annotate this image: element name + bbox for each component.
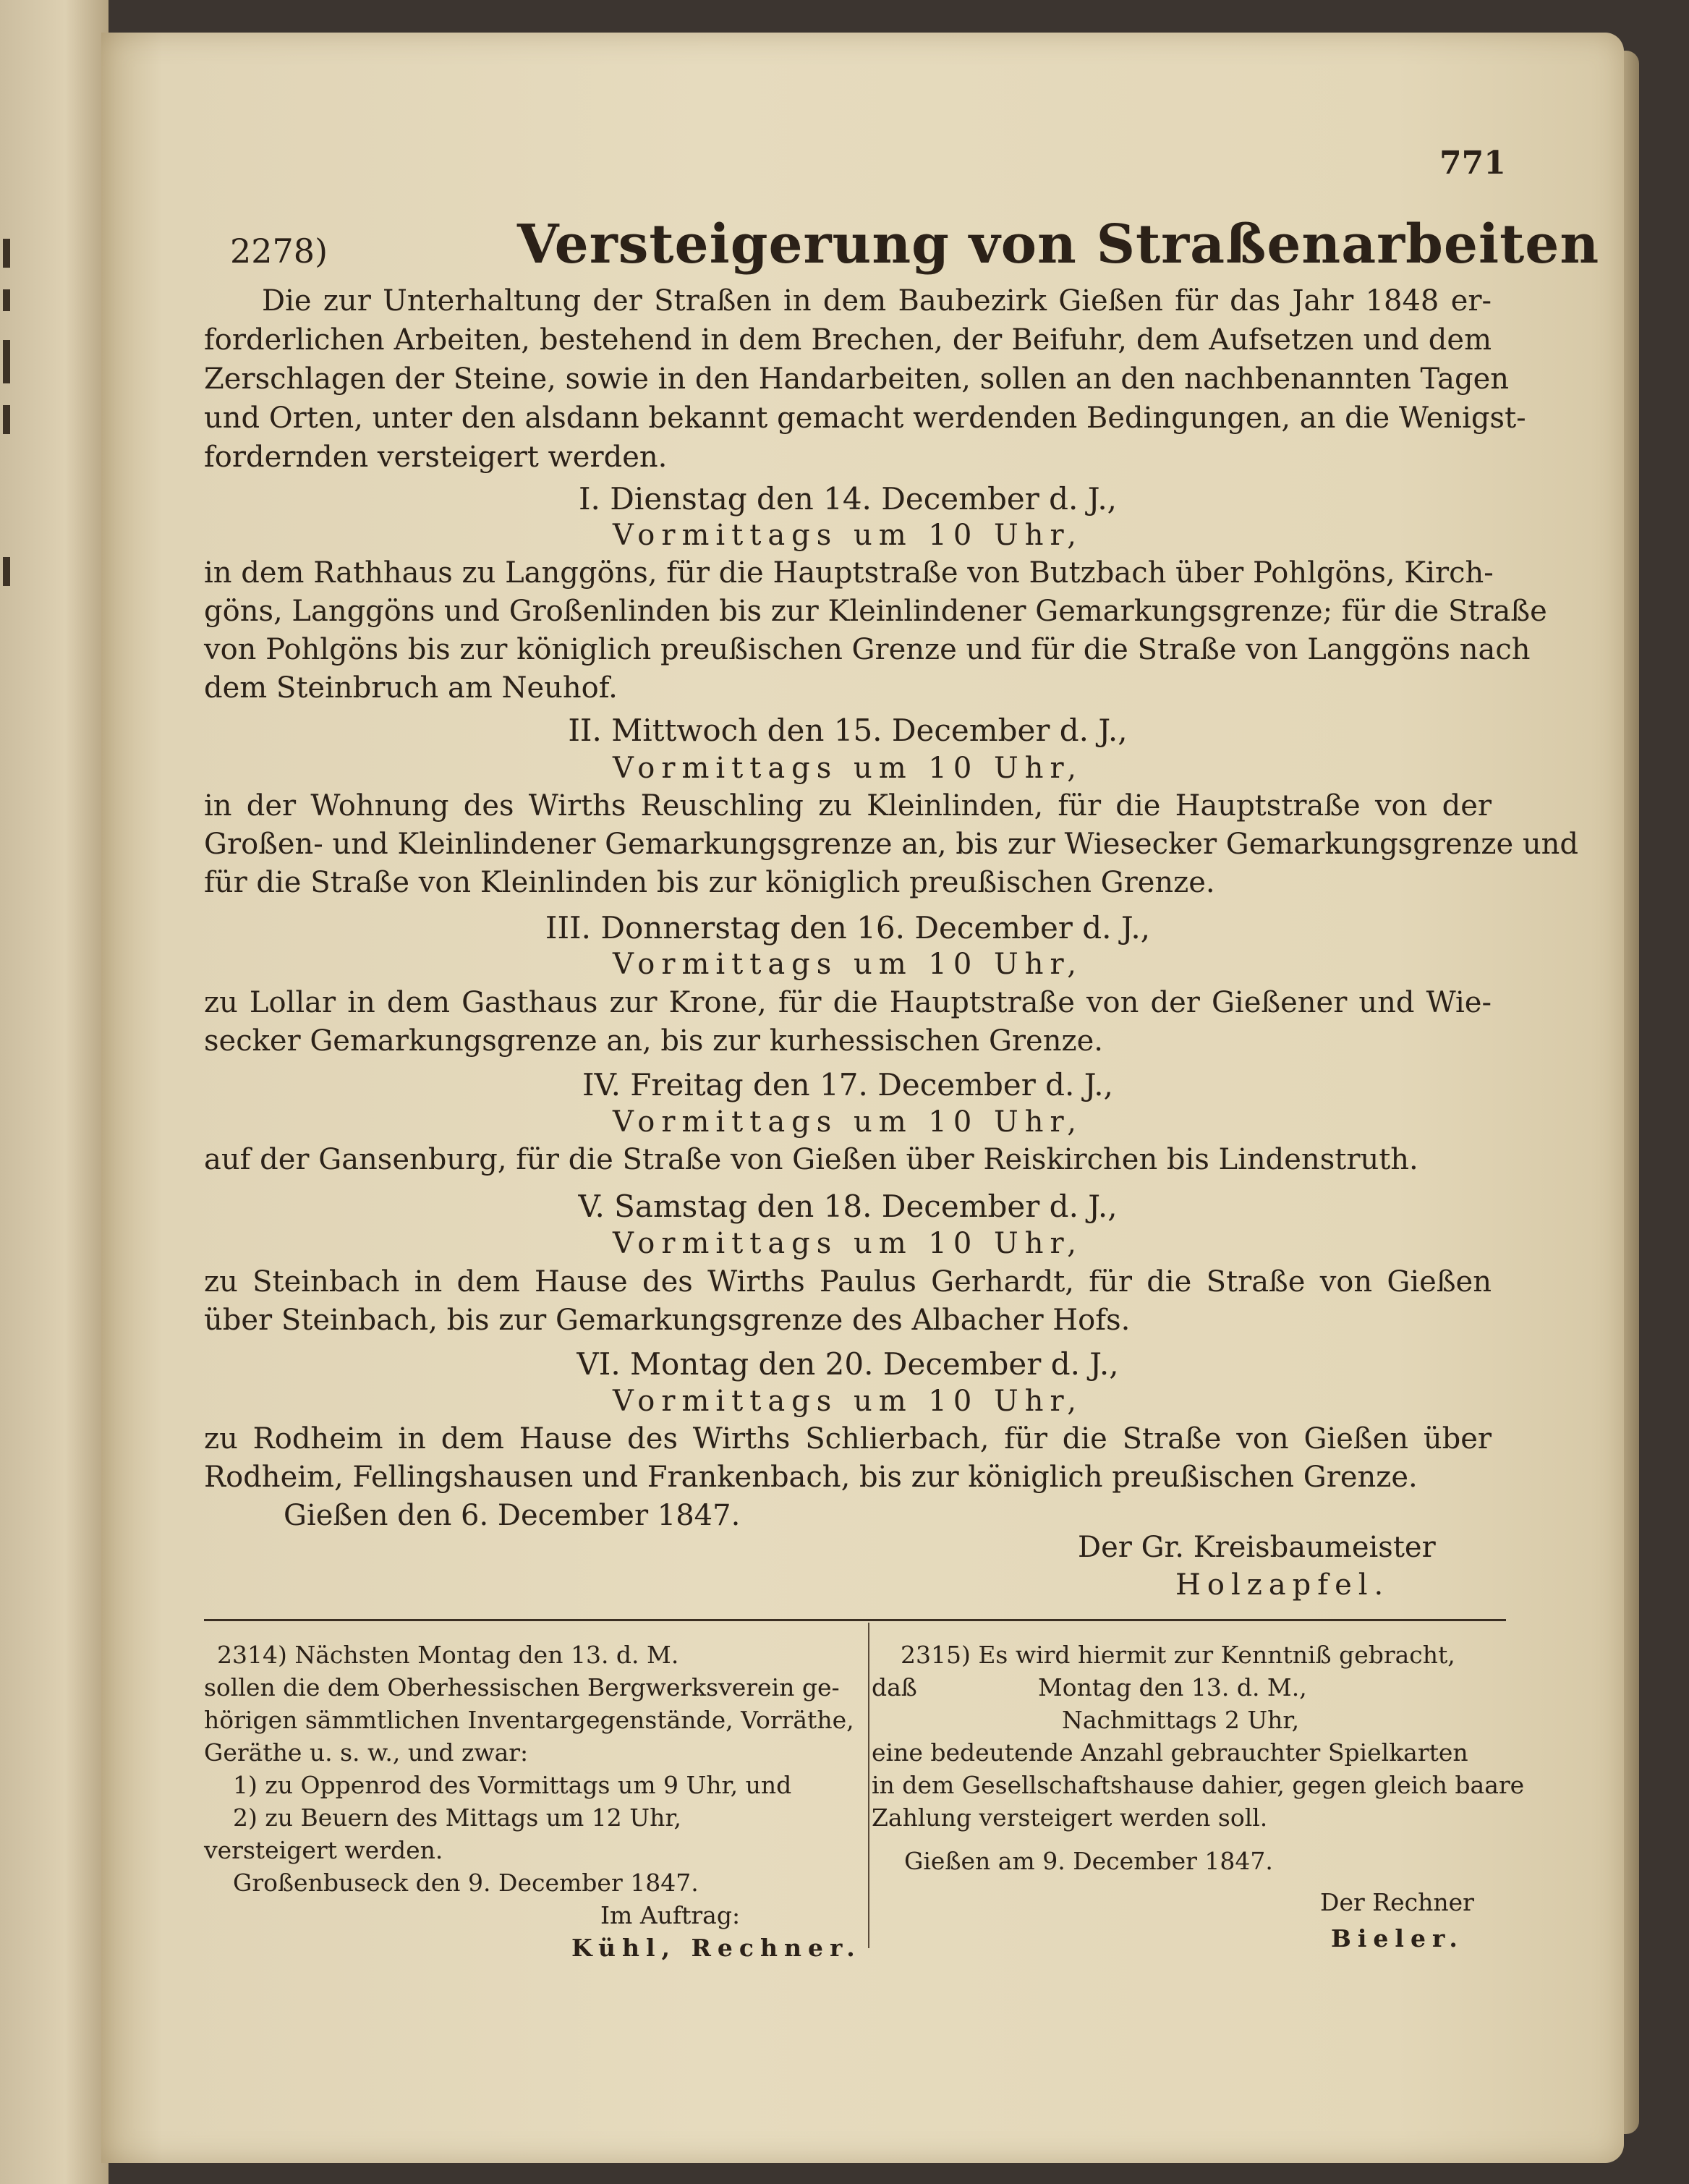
- left-notice-line: hörigen sämmtlichen Inventargegenstände, Vorräthe,: [204, 1706, 854, 1734]
- intro-line: Die zur Unterhaltung der Straßen in dem Baubezirk Gießen für das Jahr 1848 er-: [262, 284, 1492, 318]
- right-notice-line: eine bedeutende Anzahl gebrauchter Spielkarten: [872, 1738, 1468, 1767]
- session-date: VI. Montag den 20. December d. J.,: [577, 1346, 1119, 1382]
- notice-number: 2278): [230, 231, 328, 271]
- left-notice-line: 2314) Nächsten Montag den 13. d. M.: [217, 1641, 679, 1669]
- session-date: V. Samstag den 18. December d. J.,: [578, 1189, 1118, 1224]
- session-time: Vormittags um 10 Uhr,: [613, 1105, 1083, 1139]
- intro-line: fordernden versteigert werden.: [204, 441, 668, 474]
- left-notice-signer: Kühl, Rechner.: [571, 1934, 861, 1962]
- signer-title: Der Gr. Kreisbaumeister: [1078, 1531, 1436, 1564]
- page-number: 771: [1439, 145, 1506, 182]
- session-time: Vormittags um 10 Uhr,: [613, 948, 1083, 981]
- right-notice-line: Der Rechner: [1320, 1888, 1474, 1916]
- session-line: in dem Rathhaus zu Langgöns, für die Hauptstraße von Butzbach über Pohlgöns, Kirch-: [204, 556, 1494, 590]
- signer-name: Holzapfel.: [1175, 1568, 1390, 1602]
- session-line: zu Steinbach in dem Hause des Wirths Paulus Gerhardt, für die Straße von Gießen: [204, 1265, 1492, 1299]
- column-divider: [868, 1623, 869, 1948]
- right-notice-signer: Bieler.: [1331, 1924, 1464, 1953]
- right-notice-line: 2315) Es wird hiermit zur Kenntniß gebracht,: [901, 1641, 1455, 1669]
- intro-line: Zerschlagen der Steine, sowie in den Handarbeiten, sollen an den nachbenannten Tagen: [204, 362, 1510, 396]
- session-line: secker Gemarkungsgrenze an, bis zur kurhessischen Grenze.: [204, 1024, 1103, 1058]
- notice-title: Versteigerung von Straßenarbeiten: [517, 213, 1600, 276]
- left-notice-line: versteigert werden.: [204, 1836, 443, 1864]
- left-notice-line: Geräthe u. s. w., und zwar:: [204, 1738, 529, 1767]
- session-line: göns, Langgöns und Großenlinden bis zur Kleinlindener Gemarkungsgrenze; für die Straße: [204, 595, 1547, 628]
- session-line: auf der Gansenburg, für die Straße von Gießen über Reiskirchen bis Lindenstruth.: [204, 1143, 1418, 1176]
- right-notice-line: Zahlung versteigert werden soll.: [872, 1803, 1268, 1832]
- left-notice-line: 2) zu Beuern des Mittags um 12 Uhr,: [233, 1803, 681, 1832]
- right-notice-line: Gießen am 9. December 1847.: [904, 1847, 1273, 1875]
- right-notice-line: daß: [872, 1673, 917, 1701]
- session-line: zu Lollar in dem Gasthaus zur Krone, für die Hauptstraße von der Gießener und Wie-: [204, 986, 1492, 1019]
- left-notice-line: sollen die dem Oberhessischen Bergwerksverein ge-: [204, 1673, 840, 1701]
- session-line: Großen- und Kleinlindener Gemarkungsgrenze an, bis zur Wiesecker Gemarkungsgrenze und: [204, 828, 1578, 861]
- previous-page-edge: [0, 0, 109, 2184]
- session-line: von Pohlgöns bis zur königlich preußischen Grenze und für die Straße von Langgöns nach: [204, 633, 1531, 666]
- session-time: Vormittags um 10 Uhr,: [613, 519, 1083, 552]
- session-line: über Steinbach, bis zur Gemarkungsgrenze des Albacher Hofs.: [204, 1304, 1131, 1337]
- session-date: II. Mittwoch den 15. December d. J.,: [568, 713, 1128, 748]
- session-line: in der Wohnung des Wirths Reuschling zu Kleinlinden, für die Hauptstraße von der: [204, 789, 1492, 823]
- session-time: Vormittags um 10 Uhr,: [613, 1227, 1083, 1260]
- right-notice-line: Nachmittags 2 Uhr,: [1062, 1706, 1300, 1734]
- session-line: zu Rodheim in dem Hause des Wirths Schlierbach, für die Straße von Gießen über: [204, 1422, 1492, 1456]
- session-line: Rodheim, Fellingshausen und Frankenbach, bis zur königlich preußischen Grenze.: [204, 1461, 1418, 1494]
- right-notice-line: Montag den 13. d. M.,: [1038, 1673, 1307, 1701]
- left-notice-line: 1) zu Oppenrod des Vormittags um 9 Uhr, und: [233, 1771, 792, 1799]
- session-date: I. Dienstag den 14. December d. J.,: [578, 481, 1118, 517]
- session-time: Vormittags um 10 Uhr,: [613, 1385, 1083, 1418]
- session-date: IV. Freitag den 17. December d. J.,: [582, 1067, 1113, 1102]
- intro-line: und Orten, unter den alsdann bekannt gemacht werdenden Bedingungen, an die Wenigst-: [204, 401, 1526, 435]
- session-line: für die Straße von Kleinlinden bis zur königlich preußischen Grenze.: [204, 866, 1215, 899]
- session-date: III. Donnerstag den 16. December d. J.,: [545, 910, 1151, 946]
- intro-line: forderlichen Arbeiten, bestehend in dem Brechen, der Beifuhr, dem Aufsetzen und dem: [204, 323, 1492, 357]
- left-notice-line: Im Auftrag:: [600, 1901, 741, 1929]
- session-line: dem Steinbruch am Neuhof.: [204, 671, 618, 705]
- place-date: Gießen den 6. December 1847.: [284, 1499, 741, 1532]
- section-divider: [204, 1619, 1506, 1621]
- right-notice-line: in dem Gesellschaftshause dahier, gegen gleich baare: [872, 1771, 1525, 1799]
- session-time: Vormittags um 10 Uhr,: [613, 752, 1083, 785]
- left-notice-line: Großenbuseck den 9. December 1847.: [233, 1869, 699, 1897]
